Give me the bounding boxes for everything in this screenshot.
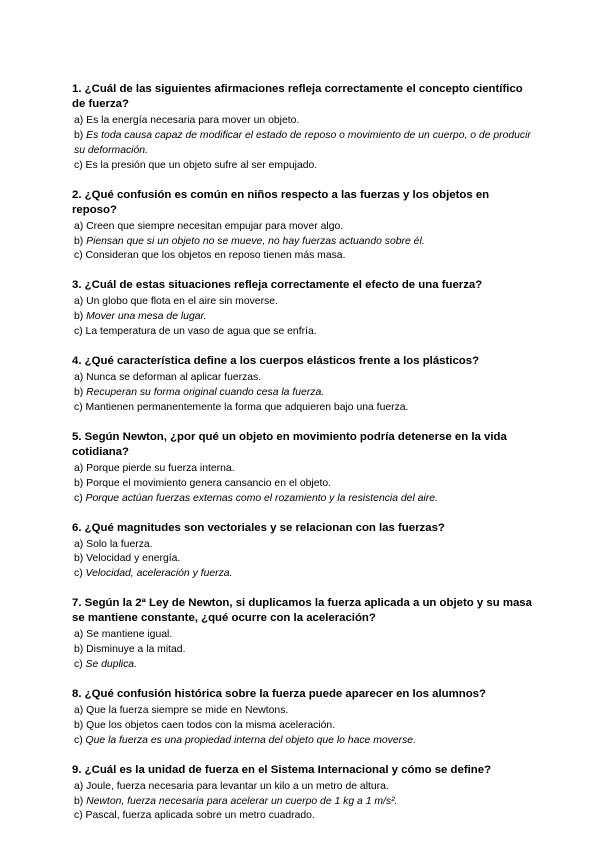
answer-option <box>72 477 534 492</box>
question-title: 4. ¿Qué característica define a los cuerpos elásticos frente a los plásticos? <box>72 355 480 368</box>
option-letter: a) <box>74 220 84 232</box>
option-letter: a) <box>74 780 84 792</box>
question-title: 3. ¿Cuál de estas situaciones refleja correctamente el efecto de una fuerza? <box>72 279 483 292</box>
option-letter: b) <box>74 644 84 656</box>
question-title: 6. ¿Qué magnitudes son vectoriales y se relacionan con las fuerzas? <box>72 521 445 534</box>
answer-option <box>72 310 534 325</box>
option-letter: b) <box>74 719 84 731</box>
option-text: Velocidad y energía. <box>86 553 181 565</box>
answer-option <box>72 719 534 734</box>
option-text: Se mantiene igual. <box>86 629 173 641</box>
answer-option <box>72 567 534 582</box>
answer-option <box>72 628 534 643</box>
option-text: Nunca se deforman al aplicar fuerzas. <box>86 372 262 384</box>
answer-option <box>72 643 534 658</box>
option-text: Porque el movimiento genera cansancio en el objeto. <box>86 477 332 489</box>
option-text: Mantienen permanentemente la forma que adquieren bajo una fuerza. <box>85 401 409 413</box>
answer-option <box>72 235 534 250</box>
option-letter: a) <box>74 704 84 716</box>
option-letter: a) <box>74 115 84 126</box>
option-letter: b) <box>74 553 84 565</box>
answer-option <box>72 386 534 401</box>
question-title: 8. ¿Qué confusión histórica sobre la fuerza puede aparecer en los alumnos? <box>72 687 486 700</box>
answer-option <box>72 249 534 264</box>
answer-option <box>72 401 534 416</box>
answer-option <box>72 538 534 553</box>
option-text: Que los objetos caen todos con la misma aceleración. <box>86 719 336 731</box>
option-letter: c) <box>74 492 83 504</box>
answer-option <box>72 795 534 810</box>
answer-option <box>72 734 534 749</box>
answer-option <box>72 371 534 386</box>
option-letter: c) <box>74 734 83 746</box>
option-letter: b) <box>74 129 84 141</box>
option-text: Pascal, fuerza aplicada sobre un metro cuadrado. <box>85 810 315 822</box>
option-text: Velocidad, aceleración y fuerza. <box>85 568 233 580</box>
quiz-document <box>72 82 534 838</box>
option-text: La temperatura de un vaso de agua que se enfría. <box>85 326 317 338</box>
answer-option <box>72 658 534 673</box>
question-title: 9. ¿Cuál es la unidad de fuerza en el Sistema Internacional y cómo se define? <box>72 763 492 776</box>
question-block <box>72 82 534 174</box>
option-text: Mover una mesa de lugar. <box>86 311 207 323</box>
answer-option <box>72 129 534 159</box>
answer-option <box>72 159 534 174</box>
option-text: Disminuye a la mitad. <box>86 644 186 656</box>
option-letter: b) <box>74 235 84 247</box>
option-letter: c) <box>74 159 83 171</box>
option-text: Newton, fuerza necesaria para acelerar un cuerpo de 1 kg a 1 m/s². <box>86 795 398 807</box>
question-block <box>72 763 534 825</box>
option-text: Es la presión que un objeto sufre al ser empujado. <box>85 159 318 171</box>
option-text: Porque actúan fuerzas externas como el rozamiento y la resistencia del aire. <box>85 492 438 504</box>
question-block <box>72 596 534 673</box>
answer-option <box>72 704 534 719</box>
answer-option <box>72 325 534 340</box>
option-text: Consideran que los objetos en reposo tienen más masa. <box>85 250 346 262</box>
question-block <box>72 430 534 507</box>
option-text: Es la energía necesaria para mover un objeto. <box>86 115 300 126</box>
answer-option <box>72 492 534 507</box>
question-block <box>72 188 534 265</box>
option-letter: b) <box>74 795 84 807</box>
option-letter: c) <box>74 326 83 338</box>
question-block <box>72 278 534 340</box>
option-text: Piensan que si un objeto no se mueve, no hay fuerzas actuando sobre él. <box>86 235 425 247</box>
option-text: Que la fuerza siempre se mide en Newtons. <box>86 704 289 716</box>
question-title: 5. Según Newton, ¿por qué un objeto en movimiento podría detenerse en la vida cotidiana? <box>72 430 507 458</box>
option-letter: a) <box>74 296 84 308</box>
question-block <box>72 354 534 416</box>
answer-option <box>72 462 534 477</box>
option-text: Que la fuerza es una propiedad interna del objeto que lo hace moverse. <box>85 734 416 746</box>
answer-option <box>72 114 534 129</box>
question-title: 1. ¿Cuál de las siguientes afirmaciones refleja correctamente el concepto científico de fuerza? <box>72 83 523 110</box>
option-text: Es toda causa capaz de modificar el estado de reposo o movimiento de un cuerpo, o de producir su deformación. <box>74 129 531 156</box>
option-letter: b) <box>74 311 84 323</box>
option-letter: c) <box>74 401 83 413</box>
question-block <box>72 687 534 749</box>
option-text: Porque pierde su fuerza interna. <box>86 462 235 474</box>
option-letter: c) <box>74 250 83 262</box>
option-letter: c) <box>74 659 83 671</box>
option-letter: a) <box>74 462 84 474</box>
option-letter: a) <box>74 629 84 641</box>
option-letter: a) <box>74 538 84 550</box>
answer-option <box>72 809 534 824</box>
option-letter: a) <box>74 372 84 384</box>
option-letter: c) <box>74 568 83 580</box>
option-text: Un globo que flota en el aire sin moverse. <box>86 296 278 308</box>
option-text: Joule, fuerza necesaria para levantar un kilo a un metro de altura. <box>86 780 389 792</box>
question-title: 7. Según la 2ª Ley de Newton, si duplicamos la fuerza aplicada a un objeto y su masa se mantiene constante, ¿qué ocurre con la aceleración? <box>72 597 532 625</box>
question-title: 2. ¿Qué confusión es común en niños respecto a las fuerzas y los objetos en reposo? <box>72 188 490 216</box>
answer-option <box>72 220 534 235</box>
option-letter: b) <box>74 477 84 489</box>
option-letter: b) <box>74 386 84 398</box>
answer-option <box>72 295 534 310</box>
answer-option <box>72 552 534 567</box>
option-text: Recuperan su forma original cuando cesa la fuerza. <box>86 386 325 398</box>
option-text: Solo la fuerza. <box>86 538 153 550</box>
option-text: Creen que siempre necesitan empujar para mover algo. <box>86 220 344 232</box>
option-letter: c) <box>74 810 83 822</box>
answer-option <box>72 780 534 795</box>
option-text: Se duplica. <box>85 659 137 671</box>
question-block <box>72 521 534 583</box>
